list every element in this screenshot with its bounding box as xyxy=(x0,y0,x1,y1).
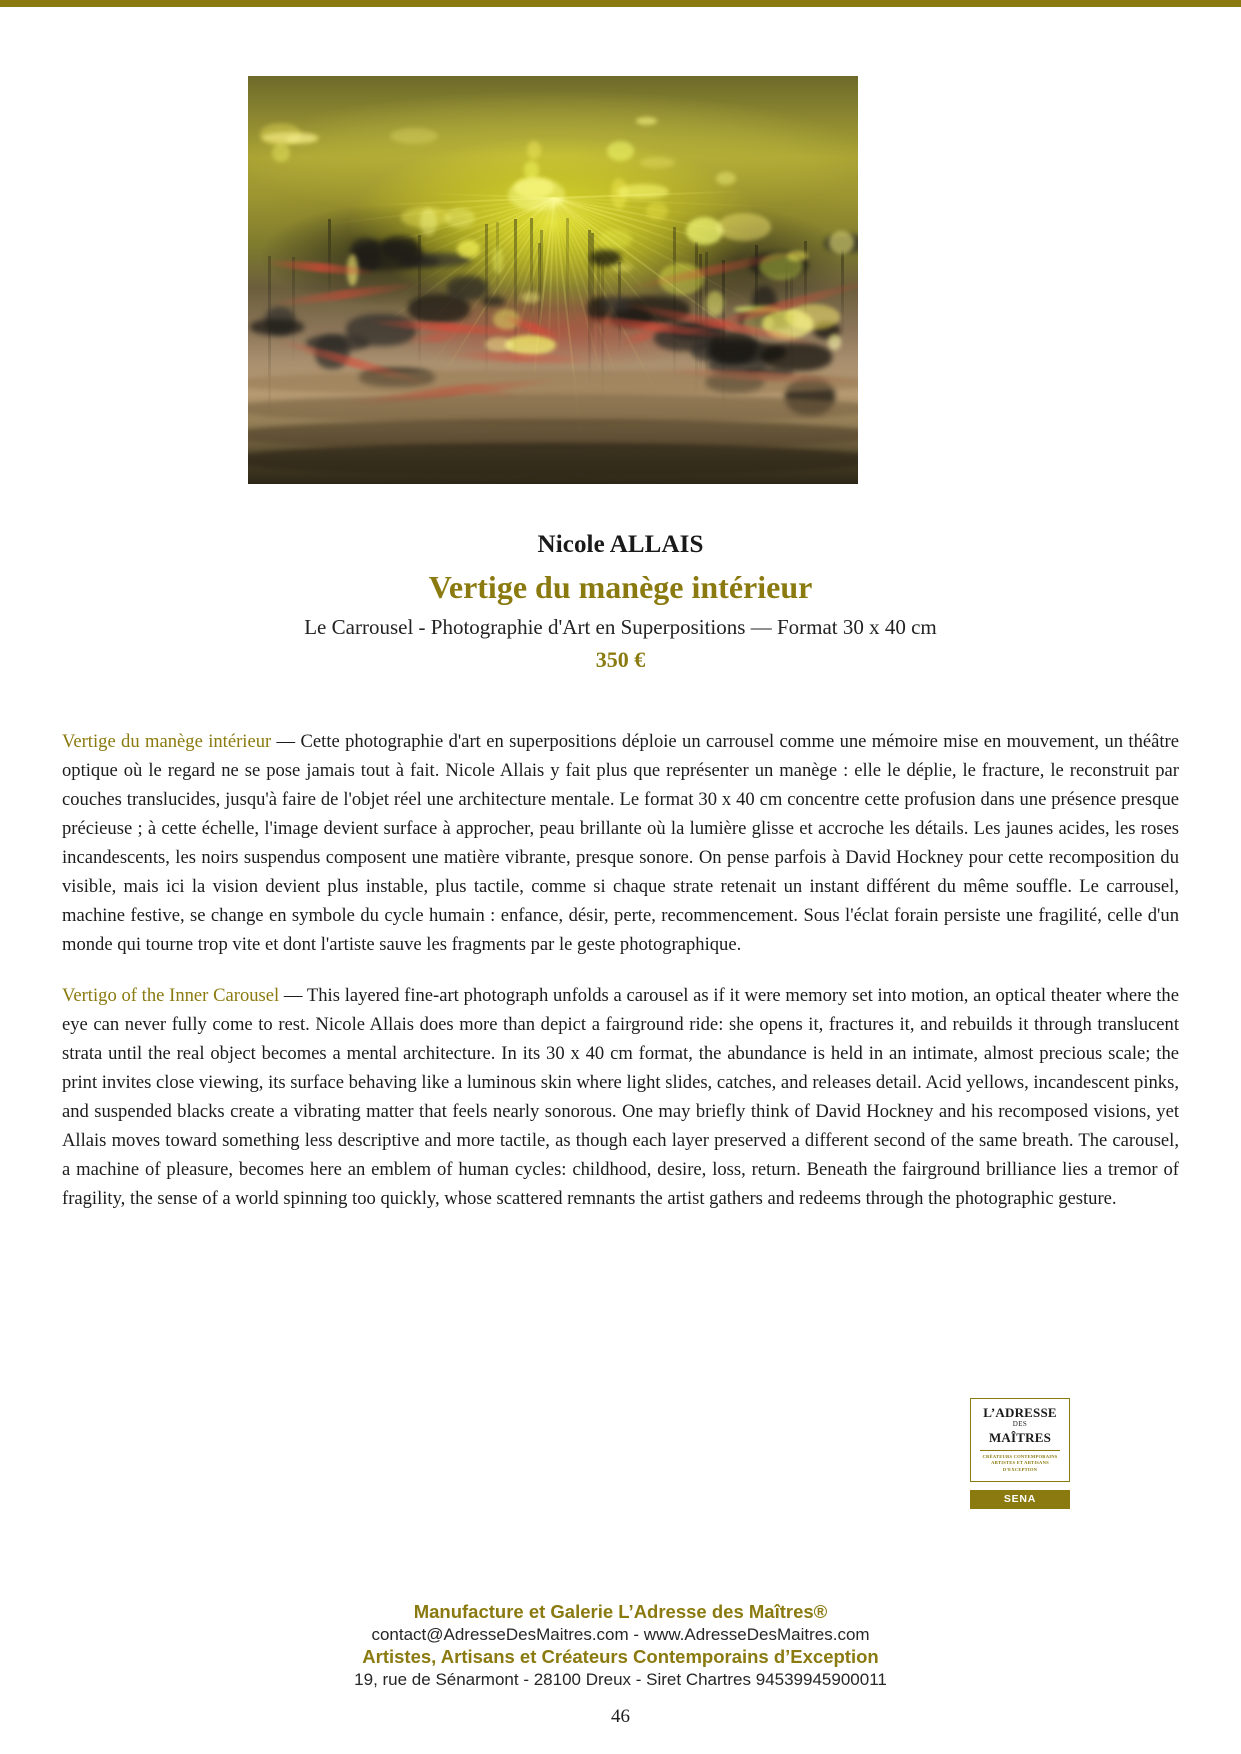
artwork-dark-form xyxy=(482,296,505,306)
artwork-highlight xyxy=(717,213,771,241)
artwork-highlight xyxy=(521,292,540,303)
page-title: Vertige du manège intérieur xyxy=(428,568,813,605)
artwork-pole xyxy=(268,256,271,424)
description-paragraph-en xyxy=(62,981,1179,1213)
logo-card xyxy=(970,1398,1070,1482)
artwork-floor-band xyxy=(248,443,858,477)
artwork-highlight xyxy=(485,337,513,352)
artwork-highlight xyxy=(706,291,723,316)
artwork-floor-band xyxy=(248,370,858,396)
description-body-fr: — Cette photographie d'art en superpositions déploie un carrousel comme une mémoire mise en mouvement, un théâtre optique où le regard ne se pose jamais tout à fait. Nicole Allais y fait plus que représenter un manège : elle le déplie, le fracture, le reconstruit par couches translucides, jusqu'à faire de l'objet réel une architecture mentale. Le format 30 x 40 cm concentre cette profusion dans une présence presque précieuse ; à cette échelle, l'image devient surface à approcher, peau brillante où la lumière glisse et accroche les détails. Les jaunes acides, les roses incandescents, les noirs suspendus composent une matière vibrante, presque sonore. On pense parfois à David Hockney pour cette recomposition du visible, mais ici la vision devient plus instable, plus tactile, comme si chaque strate retenait un instant différent du même souffle. Le carrousel, machine festive, se change en symbole du cycle humain : enfance, désir, perte, recommencement. Sous l'éclat forain persiste une fragilité, celle d'un monde qui tourne trop vite et dont l'artiste sauve les fragments par le geste photographique. xyxy=(62,731,1179,955)
artist-name: Nicole ALLAIS xyxy=(537,531,704,558)
artwork-highlight xyxy=(607,141,634,161)
artwork-dark-form xyxy=(761,343,832,371)
artwork-highlight xyxy=(785,304,840,331)
description-lead-in-en: Vertigo of the Inner Carousel xyxy=(62,985,280,1006)
logo-line-2: DES xyxy=(1012,1420,1028,1429)
artwork-highlight xyxy=(617,184,669,199)
artwork-highlight xyxy=(514,177,554,198)
description-body-en: — This layered fine-art photograph unfolds a carousel as if it were memory set into motion, an optical theater where the eye can never fully come to rest. Nicole Allais does more than depict a fairground ride: she opens it, fractures it, and rebuilds it through translucent strata until the real object becomes a mental architecture. In its 30 x 40 cm format, the abundance is held in an intimate, almost precious scale; the print invites close viewing, its surface behaving like a luminous skin where light slides, catches, and releases detail. Acid yellows, incandescent pinks, and suspended blacks create a vibrating matter that feels nearly sonorous. One may briefly think of David Hockney and his recomposed visions, yet Allais moves toward something less descriptive and more tactile, as though each layer preserved a different second of the same breath. The carousel, a machine of pleasure, becomes here an emblem of human cycles: childhood, desire, loss, return. Beneath the fairground brilliance lies a tremor of fragility, the sense of a world spinning too quickly, whose scattered remnants the artist gathers and redeems through the photographic gesture. xyxy=(62,985,1179,1209)
artwork-highlight xyxy=(401,207,452,227)
page-number: 46 xyxy=(611,1706,630,1727)
logo-divider xyxy=(980,1450,1060,1451)
logo-fine-line-3: D’EXCEPTION xyxy=(1002,1467,1038,1472)
artwork-canvas xyxy=(248,76,858,484)
artwork-pole xyxy=(540,230,543,325)
artwork-highlight xyxy=(272,144,290,162)
brand-logo xyxy=(970,1398,1070,1509)
description-container xyxy=(62,727,1179,1213)
logo-fine-line-2: ARTISTES ET ARTISANS xyxy=(991,1460,1049,1466)
top-accent-rule xyxy=(0,0,1241,7)
sena-badge: SENA xyxy=(970,1490,1070,1509)
footer-tagline: Artistes, Artisans et Créateurs Contemporains d’Exception xyxy=(362,1646,879,1668)
artwork-highlight xyxy=(828,334,841,351)
logo-line-1: L’ADRESSE xyxy=(983,1405,1057,1420)
artwork-highlight xyxy=(390,128,438,144)
artwork-pole xyxy=(566,218,569,331)
artwork-dark-form xyxy=(447,276,488,300)
artwork-highlight xyxy=(646,202,668,220)
artwork-subtitle: Le Carrousel - Photographie d'Art en Superpositions — Format 30 x 40 cm xyxy=(304,614,937,639)
artwork-dark-form xyxy=(353,241,423,270)
artwork-dark-form xyxy=(346,314,416,346)
description-lead-in-fr: Vertige du manège intérieur xyxy=(62,731,272,752)
artwork-price: 350 € xyxy=(595,646,646,672)
artwork-highlight xyxy=(524,161,539,178)
footer-company: Manufacture et Galerie L’Adresse des Maîtres® xyxy=(413,1601,828,1622)
artwork-highlight xyxy=(599,229,632,249)
artwork-dark-form xyxy=(250,319,304,335)
page-footer xyxy=(0,1600,1241,1691)
artwork-pole xyxy=(328,219,331,303)
artwork-highlight xyxy=(640,157,675,168)
logo-line-3: MAÎTRES xyxy=(988,1430,1052,1446)
artwork-image xyxy=(248,76,858,484)
footer-address: 19, rue de Sénarmont - 28100 Dreux - Siret Chartres 94539945900011 xyxy=(354,1670,887,1690)
artwork-highlight xyxy=(829,231,854,254)
description-paragraph-fr xyxy=(62,727,1179,959)
artwork-highlight xyxy=(636,117,657,125)
artwork-highlight xyxy=(610,263,633,272)
artwork-highlight xyxy=(527,141,541,159)
logo-fine-line-1: CRÉATEURS CONTEMPORAINS xyxy=(982,1453,1058,1459)
artwork-highlight xyxy=(262,132,319,143)
artwork-pole xyxy=(530,218,533,331)
artwork-highlight xyxy=(716,172,736,185)
title-block xyxy=(0,531,1241,673)
footer-contact: contact@AdresseDesMaitres.com - www.AdresseDesMaitres.com xyxy=(371,1624,870,1644)
